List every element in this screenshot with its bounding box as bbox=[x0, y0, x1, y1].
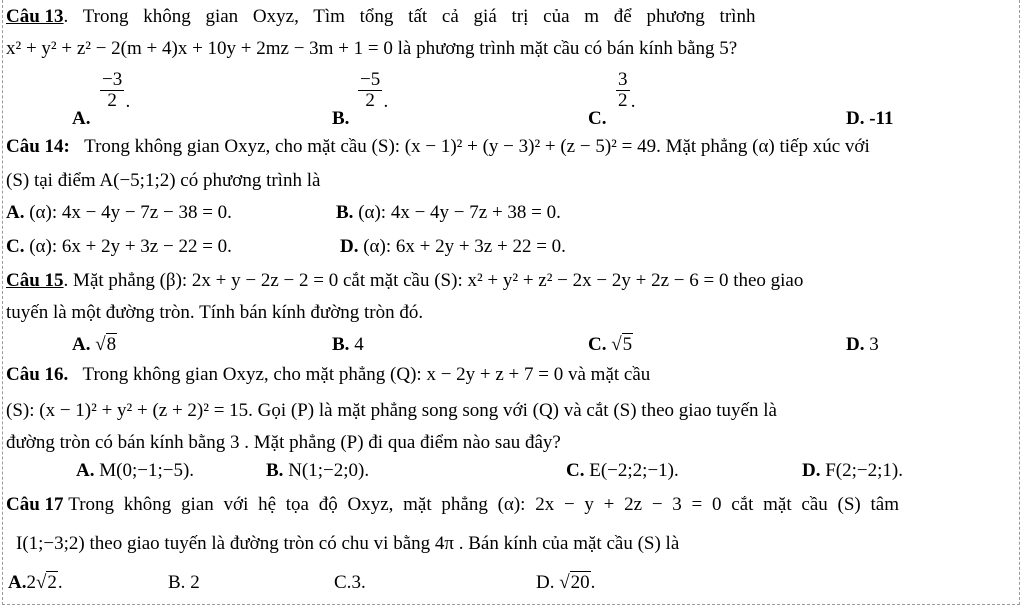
q13-option-c-fraction: 3 2 . bbox=[618, 69, 636, 112]
q13-line1: . Trong không gian Oxyz, Tìm tổng tất cả giá trị của m để phương trình bbox=[63, 6, 756, 27]
q17-option-d: D. √20. bbox=[536, 572, 596, 593]
q13-option-a-label: A. bbox=[72, 108, 91, 129]
q14-option-c: C. (α): 6x + 2y + 3z − 22 = 0. bbox=[6, 236, 232, 257]
q16-option-c: C. E(−2;2;−1). bbox=[566, 460, 679, 481]
q15-option-a: A. √8 bbox=[72, 334, 117, 355]
q14-option-d: D. (α): 6x + 2y + 3z + 22 = 0. bbox=[340, 236, 566, 257]
q15-option-b: B. 4 bbox=[332, 334, 364, 355]
q14-option-b: B. (α): 4x − 4y − 7z + 38 = 0. bbox=[336, 202, 561, 223]
q13-option-a-fraction: −3 2 . bbox=[102, 69, 131, 112]
q13-option-b-label: B. bbox=[332, 108, 350, 129]
q17-option-c: C.3. bbox=[334, 572, 366, 593]
q16-option-d: D. F(2;−2;1). bbox=[802, 460, 903, 481]
q13-option-c-label: C. bbox=[588, 108, 607, 129]
q16-title: Câu 16. bbox=[6, 364, 69, 385]
q15-title: Câu 15 bbox=[6, 270, 64, 291]
q13-line2: x² + y² + z² − 2(m + 4)x + 10y + 2mz − 3m + 1 = 0 là phương trình mặt cầu có bán kính bằng 5? bbox=[6, 38, 738, 59]
q16-line2: (S): (x − 1)² + y² + (z + 2)² = 15. Gọi (P) là mặt phẳng song song với (Q) và cắt (S) theo giao tuyến là bbox=[6, 400, 777, 421]
q15-option-c: C. √5 bbox=[588, 334, 633, 355]
q15-option-d: D. 3 bbox=[846, 334, 879, 355]
q17-title: Câu 17 bbox=[6, 494, 64, 515]
q16-line3: đường tròn có bán kính bằng 3 . Mặt phẳng (P) đi qua điểm nào sau đây? bbox=[6, 432, 561, 453]
q13-option-b-fraction: −5 2 . bbox=[360, 69, 389, 112]
q17-option-a: A.2√2. bbox=[8, 572, 63, 593]
q16-option-b: B. N(1;−2;0). bbox=[266, 460, 370, 481]
q17-line1: Trong không gian với hệ tọa độ Oxyz, mặt phẳng (α): 2x − y + 2z − 3 = 0 cắt mặt cầu (S) tâm bbox=[68, 494, 899, 515]
q13-title: Câu 13 bbox=[6, 6, 64, 27]
q15-line1: . Mặt phẳng (β): 2x + y − 2z − 2 = 0 cắt mặt cầu (S): x² + y² + z² − 2x − 2y + 2z − 6 = 0 theo giao bbox=[63, 270, 804, 291]
q14-title: Câu 14: bbox=[6, 136, 70, 157]
q17-line2: I(1;−3;2) theo giao tuyến là đường tròn có chu vi bằng 4π . Bán kính của mặt cầu (S) là bbox=[16, 533, 680, 554]
q14-line1: Trong không gian Oxyz, cho mặt cầu (S): (x − 1)² + (y − 3)² + (z − 5)² = 49. Mặt phẳng (α) tiếp xúc với bbox=[84, 136, 870, 157]
q16-line1: Trong không gian Oxyz, cho mặt phẳng (Q): x − 2y + z + 7 = 0 và mặt cầu bbox=[82, 364, 651, 385]
q14-line2: (S) tại điểm A(−5;1;2) có phương trình là bbox=[6, 170, 321, 191]
q17-option-b: B. 2 bbox=[168, 572, 200, 593]
q15-line2: tuyến là một đường tròn. Tính bán kính đường tròn đó. bbox=[6, 302, 424, 323]
q14-option-a: A. (α): 4x − 4y − 7z − 38 = 0. bbox=[6, 202, 232, 223]
q13-option-d: D. -11 bbox=[846, 108, 894, 129]
q16-option-a: A. M(0;−1;−5). bbox=[76, 460, 195, 481]
